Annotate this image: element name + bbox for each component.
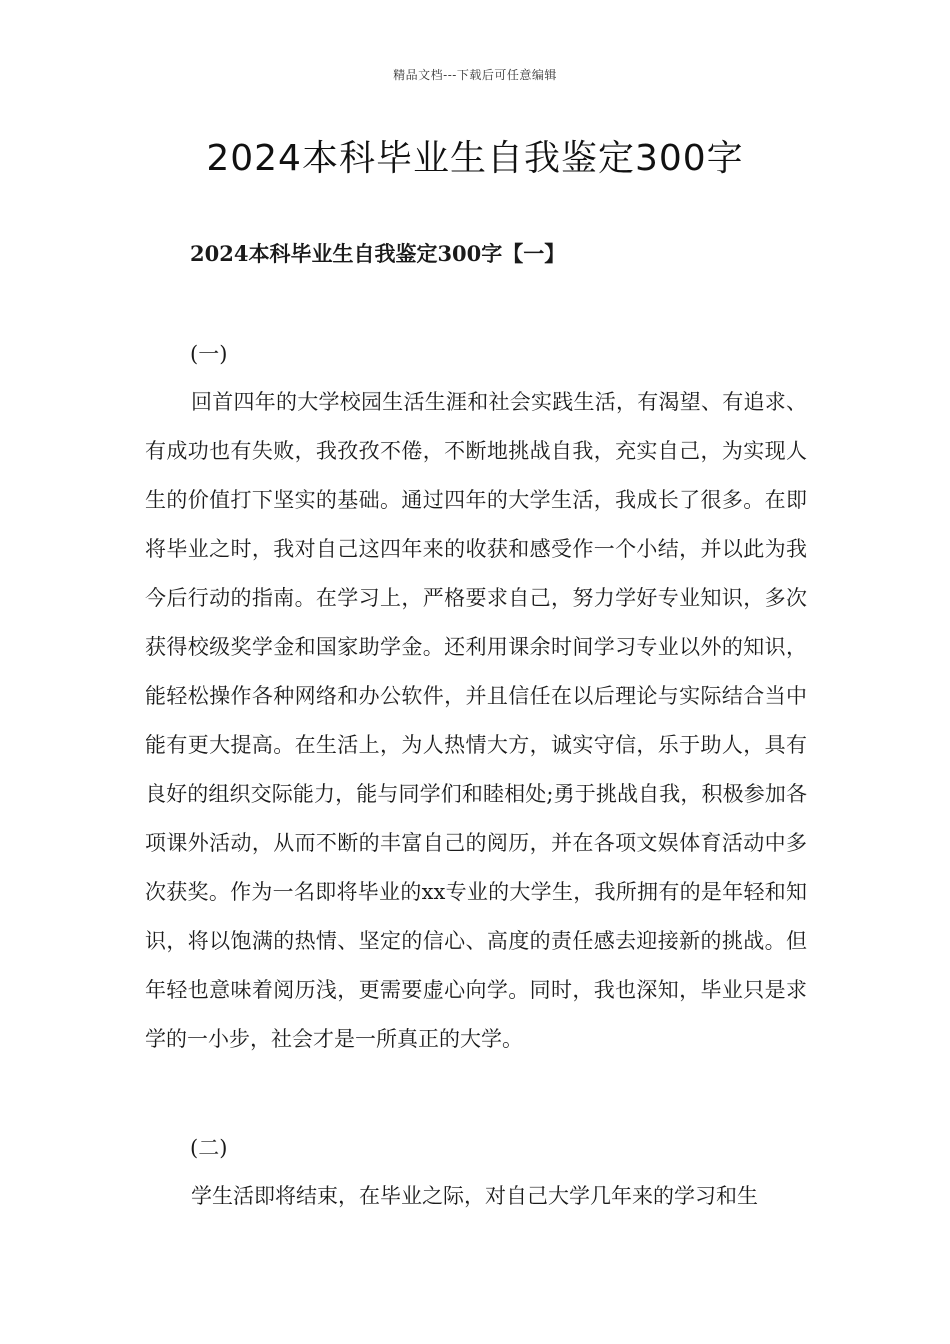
part2-label: (二): [190, 1136, 228, 1160]
part1-paragraph: 回首四年的大学校园生活生涯和社会实践生活，有渴望、有追求、有成功也有失败，我孜孜不倦，不断地挑战自我，充实自己，为实现人生的价值打下坚实的基础。通过四年的大学生活，我成长了很多。在即将毕业之时，我对自己这四年来的收获和感受作一个小结，并以此为我今后行动的指南。在学习上，严格要求自己，努力学好专业知识，多次获得校级奖学金和国家助学金。还利用课余时间学习专业以外的知识，能轻松操作各种网络和办公软件，并且信任在以后理论与实际结合当中能有更大提高。在生活上，为人热情大方，诚实守信，乐于助人，具有良好的组织交际能力，能与同学们和睦相处;勇于挑战自我，积极参加各项课外活动，从而不断的丰富自己的阅历，并在各项文娱体育活动中多次获奖。作为一名即将毕业的xx专业的大学生，我所拥有的是年轻和知识，将以饱满的热情、坚定的信心、高度的责任感去迎接新的挑战。但年轻也意味着阅历浅，更需要虚心向学。同时，我也深知，毕业只是求学的一小步，社会才是一所真正的大学。: [145, 390, 807, 1051]
part2-paragraph: 学生活即将结束，在毕业之际，对自己大学几年来的学习和生: [191, 1184, 758, 1208]
section-heading: 2024本科毕业生自我鉴定300字【一】: [190, 241, 566, 266]
header-note: 精品文档---下载后可任意编辑: [393, 68, 557, 82]
part1-label: (一): [190, 342, 228, 366]
page-title: 2024本科毕业生自我鉴定300字: [206, 138, 744, 179]
